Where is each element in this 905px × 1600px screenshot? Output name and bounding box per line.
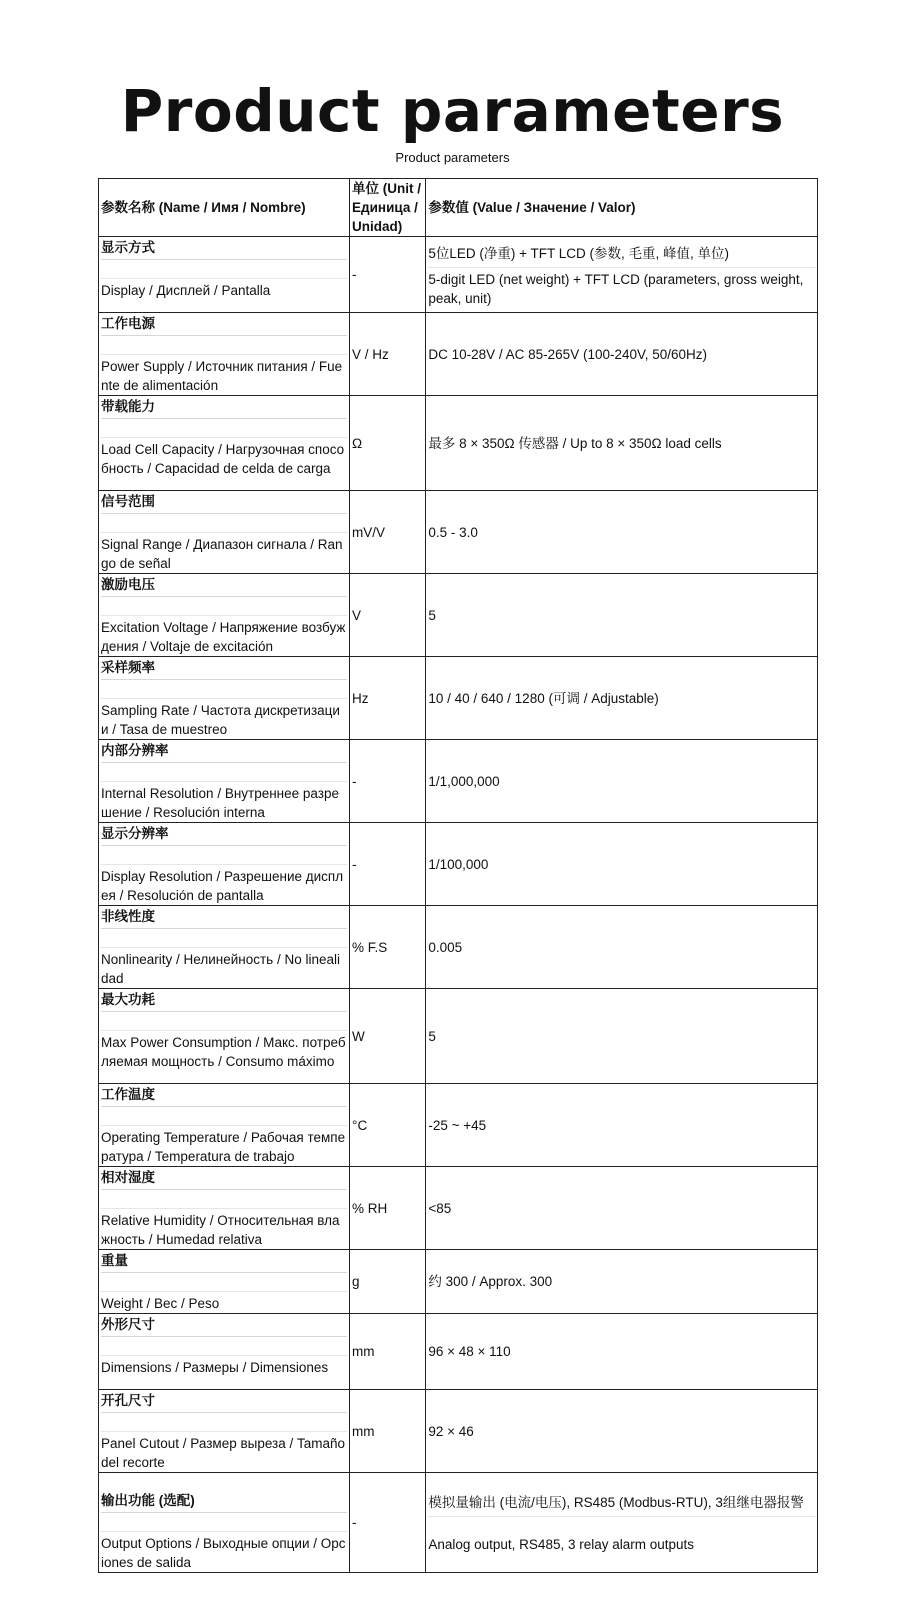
spacer bbox=[101, 1513, 347, 1532]
table-row bbox=[99, 491, 818, 574]
spacer bbox=[101, 1107, 347, 1126]
param-name-multilang: Nonlinearity / Нелинейность / No linealidad bbox=[101, 952, 340, 986]
param-name-multilang: Power Supply / Источник питания / Fuente de alimentación bbox=[101, 359, 343, 393]
param-value: 0.5 - 3.0 bbox=[426, 491, 818, 574]
param-name-cell bbox=[99, 1473, 350, 1573]
spacer bbox=[101, 514, 347, 533]
param-name-cell bbox=[99, 1390, 350, 1473]
param-name-cell bbox=[99, 237, 350, 313]
param-name-multilang: Excitation Voltage / Напряжение возбуждения / Voltaje de excitación bbox=[101, 620, 346, 654]
param-name-cell bbox=[99, 396, 350, 491]
param-name-zh: 重量 bbox=[101, 1250, 347, 1273]
spacer bbox=[101, 1012, 347, 1031]
spacer bbox=[101, 1273, 347, 1292]
param-name-multilang: Display Resolution / Разрешение дисплея / Resolución de pantalla bbox=[101, 869, 344, 903]
table-row bbox=[99, 740, 818, 823]
param-value: <85 bbox=[426, 1167, 818, 1250]
spacer bbox=[101, 260, 347, 279]
param-name-zh: 输出功能 (选配) bbox=[101, 1473, 347, 1513]
param-name-multilang: Output Options / Выходные опции / Opciones de salida bbox=[101, 1536, 346, 1570]
param-name-cell bbox=[99, 989, 350, 1084]
spacer bbox=[101, 1190, 347, 1209]
param-value-cell bbox=[426, 237, 818, 313]
param-unit: % RH bbox=[350, 1167, 426, 1250]
param-value: 最多 8 × 350Ω 传感器 / Up to 8 × 350Ω load cells bbox=[426, 396, 818, 491]
param-value: 10 / 40 / 640 / 1280 (可调 / Adjustable) bbox=[426, 657, 818, 740]
spacer bbox=[101, 846, 347, 865]
param-unit: - bbox=[350, 237, 426, 313]
param-value: 92 × 46 bbox=[426, 1390, 818, 1473]
spacer bbox=[428, 1517, 815, 1533]
param-name-cell bbox=[99, 313, 350, 396]
param-name-cell bbox=[99, 574, 350, 657]
table-row bbox=[99, 1314, 818, 1390]
table-row bbox=[99, 1473, 818, 1573]
param-name-zh: 采样频率 bbox=[101, 657, 347, 680]
table-row bbox=[99, 657, 818, 740]
table-row bbox=[99, 906, 818, 989]
param-name-multilang: Display / Дисплей / Pantalla bbox=[101, 283, 271, 298]
param-name-multilang: Load Cell Capacity / Нагрузочная способность / Capacidad de celda de carga bbox=[101, 442, 345, 476]
param-name-multilang: Max Power Consumption / Макс. потребляемая мощность / Consumo máximo bbox=[101, 1035, 346, 1069]
param-name-multilang: Sampling Rate / Частота дискретизации / Tasa de muestreo bbox=[101, 703, 340, 737]
param-name-zh: 内部分辨率 bbox=[101, 740, 347, 763]
param-value-cell bbox=[426, 1473, 818, 1573]
param-unit: mV/V bbox=[350, 491, 426, 574]
param-name-zh: 最大功耗 bbox=[101, 989, 347, 1012]
param-value: 1/1,000,000 bbox=[426, 740, 818, 823]
param-unit: g bbox=[350, 1250, 426, 1314]
table-row bbox=[99, 237, 818, 313]
spacer bbox=[101, 763, 347, 782]
param-unit: mm bbox=[350, 1314, 426, 1390]
page-title: Product parameters bbox=[120, 77, 785, 145]
param-name-zh: 信号范围 bbox=[101, 491, 347, 514]
param-name-zh: 工作温度 bbox=[101, 1084, 347, 1107]
table-row bbox=[99, 1167, 818, 1250]
param-name-multilang: Panel Cutout / Размер выреза / Tamaño del recorte bbox=[101, 1436, 346, 1470]
table-row bbox=[99, 313, 818, 396]
header-name: 参数名称 (Name / Имя / Nombre) bbox=[99, 179, 350, 237]
param-name-zh: 工作电源 bbox=[101, 313, 347, 336]
param-unit: W bbox=[350, 989, 426, 1084]
param-name-multilang: Weight / Вес / Peso bbox=[101, 1296, 220, 1311]
header-unit: 单位 (Unit / Единица / Unidad) bbox=[350, 179, 426, 237]
param-name-zh: 外形尺寸 bbox=[101, 1314, 347, 1337]
param-value: 约 300 / Approx. 300 bbox=[426, 1250, 818, 1314]
param-value-en: Analog output, RS485, 3 relay alarm outputs bbox=[428, 1537, 695, 1552]
param-value: 0.005 bbox=[426, 906, 818, 989]
table-row bbox=[99, 574, 818, 657]
param-unit: - bbox=[350, 1473, 426, 1573]
spacer bbox=[101, 597, 347, 616]
table-row bbox=[99, 823, 818, 906]
param-name-zh: 显示方式 bbox=[101, 237, 347, 260]
param-name-multilang: Internal Resolution / Внутреннее разрешение / Resolución interna bbox=[101, 786, 339, 820]
param-unit: Ω bbox=[350, 396, 426, 491]
param-name-cell bbox=[99, 491, 350, 574]
param-value: 1/100,000 bbox=[426, 823, 818, 906]
param-name-cell bbox=[99, 657, 350, 740]
table-row bbox=[99, 1390, 818, 1473]
param-unit: °C bbox=[350, 1084, 426, 1167]
table-row bbox=[99, 989, 818, 1084]
param-name-cell bbox=[99, 823, 350, 906]
param-name-zh: 激励电压 bbox=[101, 574, 347, 597]
spacer bbox=[101, 419, 347, 438]
param-name-cell bbox=[99, 740, 350, 823]
param-name-zh: 相对湿度 bbox=[101, 1167, 347, 1190]
table-header-row bbox=[99, 179, 818, 237]
param-unit: - bbox=[350, 740, 426, 823]
param-value: DC 10-28V / AC 85-265V (100-240V, 50/60Hz) bbox=[426, 313, 818, 396]
param-name-multilang: Signal Range / Диапазон сигнала / Rango de señal bbox=[101, 537, 343, 571]
table-row bbox=[99, 1250, 818, 1314]
param-value-zh: 模拟量输出 (电流/电压), RS485 (Modbus-RTU), 3组继电器报警 bbox=[428, 1491, 815, 1517]
param-unit: V / Hz bbox=[350, 313, 426, 396]
param-value: -25 ~ +45 bbox=[426, 1084, 818, 1167]
param-name-zh: 非线性度 bbox=[101, 906, 347, 929]
spacer bbox=[101, 336, 347, 355]
param-value-en: 5-digit LED (net weight) + TFT LCD (parameters, gross weight, peak, unit) bbox=[428, 271, 804, 306]
param-name-cell bbox=[99, 1250, 350, 1314]
spacer bbox=[101, 1413, 347, 1432]
param-name-zh: 开孔尺寸 bbox=[101, 1390, 347, 1413]
param-name-multilang: Operating Temperature / Рабочая температура / Temperatura de trabajo bbox=[101, 1130, 346, 1164]
param-value: 96 × 48 × 110 bbox=[426, 1314, 818, 1390]
param-name-cell bbox=[99, 1084, 350, 1167]
param-name-cell bbox=[99, 1167, 350, 1250]
param-unit: mm bbox=[350, 1390, 426, 1473]
param-value: 5 bbox=[426, 574, 818, 657]
param-name-multilang: Dimensions / Размеры / Dimensiones bbox=[101, 1360, 329, 1375]
param-name-multilang: Relative Humidity / Относительная влажность / Humedad relativa bbox=[101, 1213, 340, 1247]
header-value: 参数值 (Value / Значение / Valor) bbox=[426, 179, 818, 237]
table-row bbox=[99, 396, 818, 491]
param-value: 5 bbox=[426, 989, 818, 1084]
param-value-zh: 5位LED (净重) + TFT LCD (参数, 毛重, 峰值, 单位) bbox=[428, 242, 815, 268]
param-unit: % F.S bbox=[350, 906, 426, 989]
spacer bbox=[101, 680, 347, 699]
spacer bbox=[101, 929, 347, 948]
spacer bbox=[101, 1337, 347, 1356]
table-row bbox=[99, 1084, 818, 1167]
parameters-table bbox=[98, 178, 818, 1573]
param-name-zh: 显示分辨率 bbox=[101, 823, 347, 846]
param-unit: Hz bbox=[350, 657, 426, 740]
param-unit: V bbox=[350, 574, 426, 657]
param-unit: - bbox=[350, 823, 426, 906]
param-name-zh: 带载能力 bbox=[101, 396, 347, 419]
param-name-cell bbox=[99, 1314, 350, 1390]
page-subtitle: Product parameters bbox=[395, 150, 510, 165]
param-name-cell bbox=[99, 906, 350, 989]
